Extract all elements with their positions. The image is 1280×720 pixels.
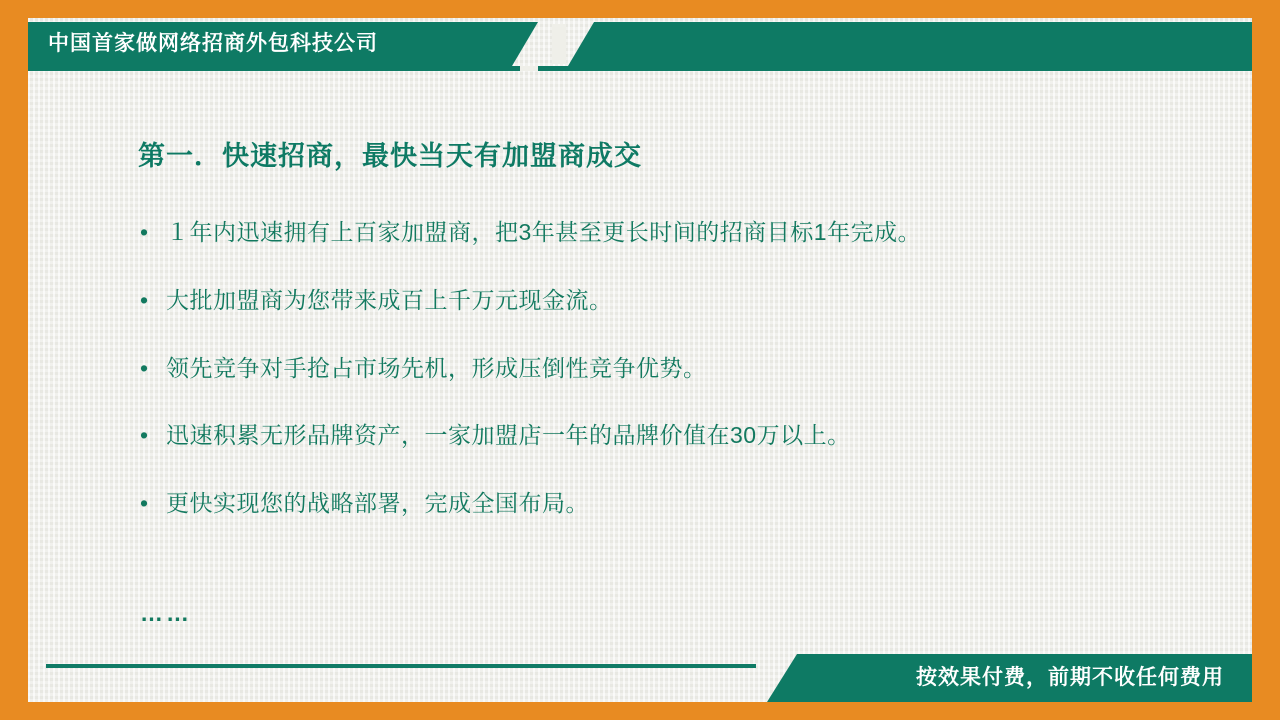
- bullet-marker-icon: •: [140, 490, 149, 516]
- list-item: [140, 286, 1220, 315]
- list-item: [140, 354, 1220, 383]
- main-content: [28, 100, 1252, 626]
- ellipsis-text: ……: [140, 600, 192, 626]
- slide-title: 第一．快速招商，最快当天有加盟商成交: [138, 141, 642, 171]
- list-item-text: 迅速积累无形品牌资产，一家加盟店一年的品牌价值在30万以上。: [166, 422, 851, 449]
- bullet-marker-icon: •: [140, 219, 149, 245]
- header-stripe-gap: [552, 24, 566, 64]
- list-item-text: 领先竞争对手抢占市场先机，形成压倒性竞争优势。: [166, 354, 707, 381]
- bullet-marker-icon: •: [140, 422, 149, 449]
- bullet-list: [140, 218, 1220, 557]
- footer-rule-short: [46, 664, 72, 668]
- header-underline: [28, 66, 1252, 71]
- header-underline-gap: [520, 66, 538, 71]
- header-title: 中国首家做网络招商外包科技公司: [48, 32, 378, 55]
- footer-tagline: 按效果付费，前期不收任何费用: [916, 666, 1224, 689]
- list-item: [140, 218, 1220, 247]
- bullet-marker-icon: •: [140, 354, 149, 381]
- header-band: [28, 22, 1252, 66]
- footer-band: [28, 654, 1252, 702]
- list-item: [140, 489, 1220, 518]
- list-item-text: 大批加盟商为您带来成百上千万元现金流。: [166, 286, 613, 313]
- list-item: [140, 421, 1220, 450]
- bullet-marker-icon: •: [140, 286, 149, 313]
- list-item-text: 更快实现您的战略部署，完成全国布局。: [166, 490, 589, 516]
- list-item-text: １年内迅速拥有上百家加盟商，把3年甚至更长时间的招商目标1年完成。: [166, 219, 922, 245]
- footer-rule: [46, 664, 756, 668]
- header-green-stripe: [568, 22, 1252, 66]
